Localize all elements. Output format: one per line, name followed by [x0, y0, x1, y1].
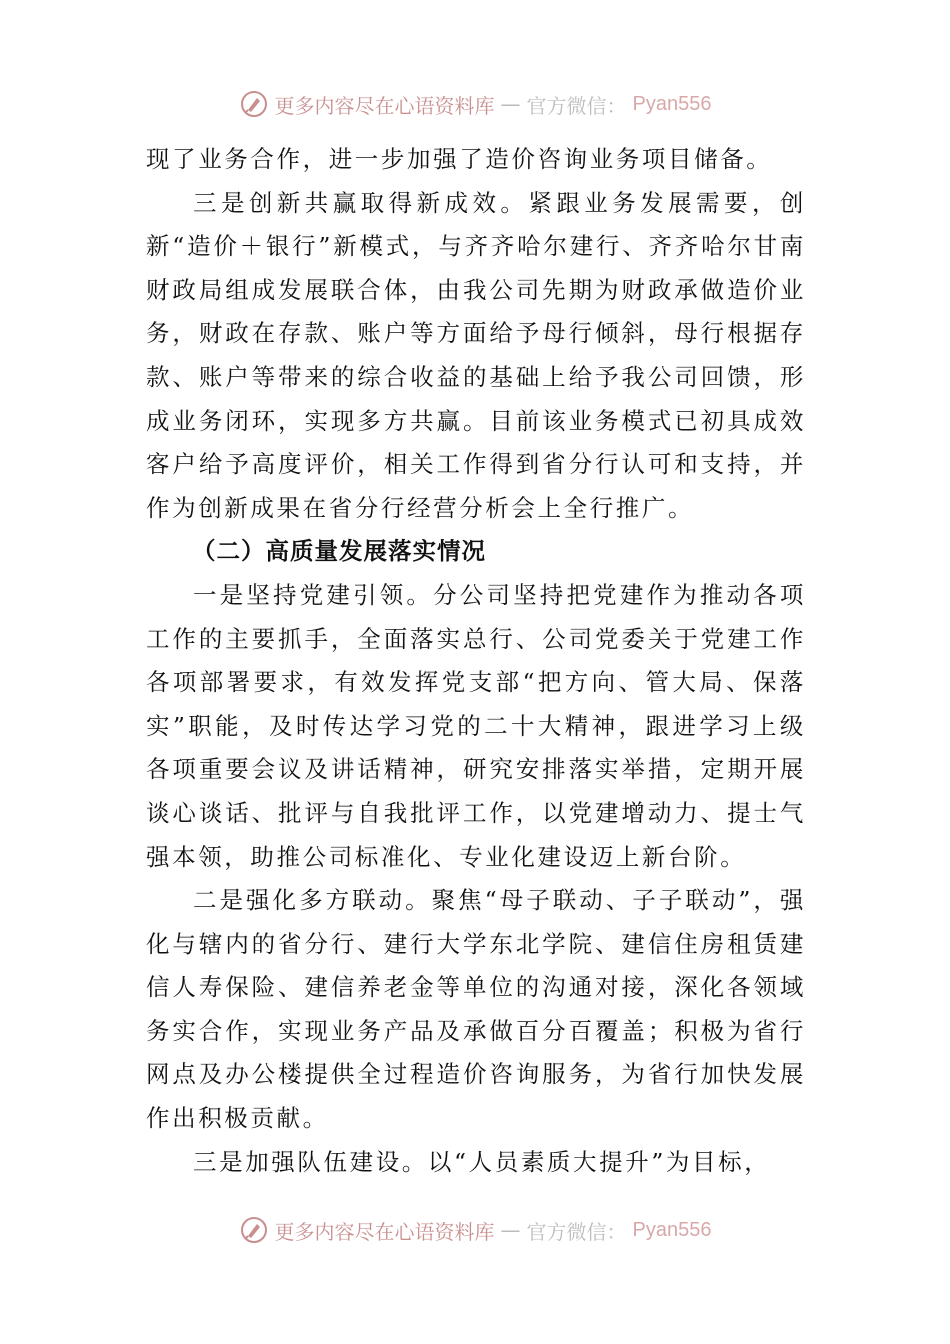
header-watermark	[0, 86, 950, 122]
watermark-brand: 更多内容尽在心语资料库	[274, 1219, 495, 1244]
watermark-wechat-id: Pyan556	[632, 1218, 712, 1241]
watermark-separator: —	[500, 92, 521, 116]
watermark-official-label: 官方微信：	[526, 1219, 627, 1244]
document-body	[146, 138, 806, 1184]
section-heading: （二）高质量发展落实情况	[192, 537, 486, 566]
paragraph-team-building: 三是加强队伍建设。以“人员素质大提升”为目标，	[193, 1147, 771, 1176]
watermark-official-label: 官方微信：	[526, 93, 627, 118]
pen-nib-icon	[239, 1215, 269, 1245]
paragraph-party-building: 一是坚持党建引领。分公司坚持把党建作为推动各项工作的主要抓手，全面落实总行、公司党委关于党建工作各项部署要求，有效发挥党支部“把方向、管大局、保落实”职能，及时传达学习党的二十大精神，跟进学习上级各项重要会议及讲话精神，研究安排落实举措，定期开展谈心谈话、批评与自我批评工作，以党建增动力、提士气强本领，助推公司标准化、专业化建设迈上新台阶。	[146, 580, 806, 871]
pen-nib-icon	[239, 89, 269, 119]
watermark-wechat-id: Pyan556	[632, 92, 712, 115]
paragraph-linkage: 二是强化多方联动。聚焦“母子联动、子子联动”，强化与辖内的省分行、建行大学东北学院、建信住房租赁建信人寿保险、建信养老金等单位的沟通对接，深化各领域务实合作，实现业务产品及承做百分百覆盖；积极为省行网点及办公楼提供全过程造价咨询服务，为省行加快发展作出积极贡献。	[146, 886, 806, 1133]
paragraph-innovation: 三是创新共赢取得新成效。紧跟业务发展需要，创新“造价＋银行”新模式，与齐齐哈尔建行、齐齐哈尔甘南财政局组成发展联合体，由我公司先期为财政承做造价业务，财政在存款、账户等方面给予母行倾斜，母行根据存款、账户等带来的综合收益的基础上给予我公司回馈，形成业务闭环，实现多方共赢。目前该业务模式已初具成效客户给予高度评价，相关工作得到省分行认可和支持，并作为创新成果在省分行经营分析会上全行推广。	[146, 188, 806, 522]
footer-watermark	[0, 1212, 950, 1248]
watermark-brand: 更多内容尽在心语资料库	[274, 93, 495, 118]
watermark-separator: —	[500, 1218, 521, 1242]
paragraph-continuation: 现了业务合作，进一步加强了造价咨询业务项目储备。	[146, 145, 773, 173]
